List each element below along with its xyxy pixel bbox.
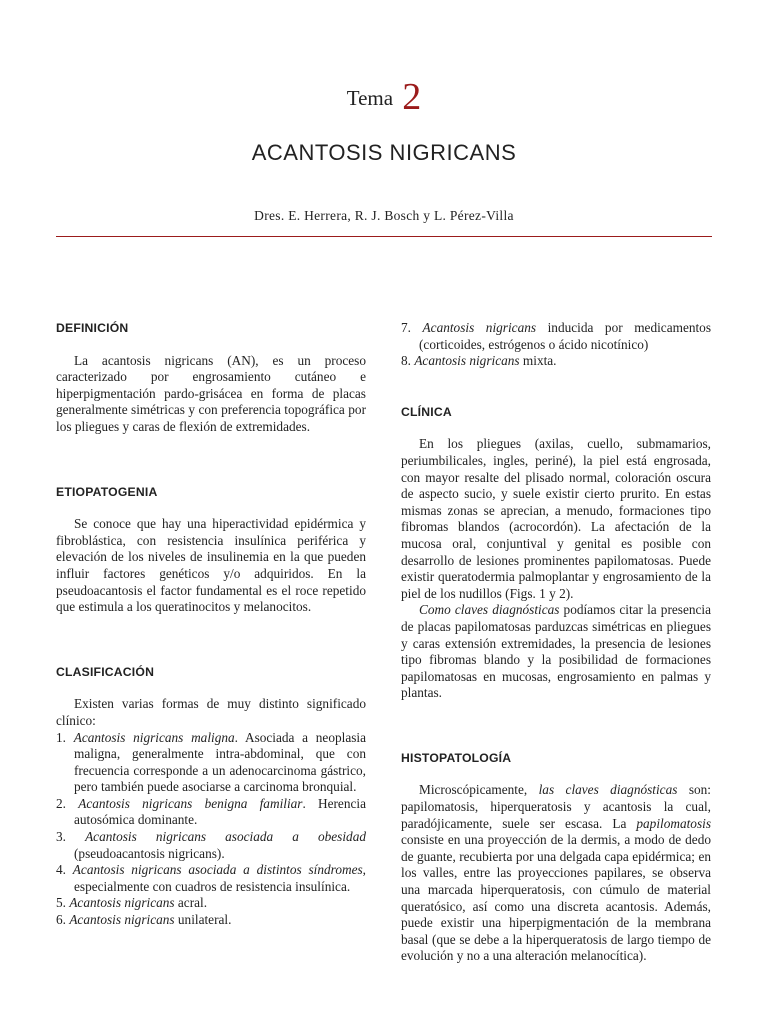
chapter-title: ACANTOSIS NIGRICANS (251, 140, 517, 165)
header-rule (56, 236, 712, 237)
section-heading-clasificacion: CLASIFICACIÓN (56, 664, 155, 679)
list-item: 8. Acantosis nigricans mixta. (401, 353, 557, 369)
right-column (401, 320, 711, 965)
clasificacion-intro: Existen varias formas de muy distinto significado clínico: (56, 696, 366, 728)
list-item: 3. Acantosis nigricans asociada a obesidad (pseudoacantosis nigricans). (56, 829, 366, 861)
section-heading-etiopatogenia: ETIOPATOGENIA (56, 484, 158, 499)
list-item: 4. Acantosis nigricans asociada a distintos síndromes, especialmente con cuadros de resistencia insulínica. (56, 862, 366, 894)
clasificacion-list (56, 730, 366, 929)
list-item: 7. Acantosis nigricans inducida por medicamentos (corticoides, estrógenos o ácido nicotínico) (401, 320, 712, 352)
list-item: 2. Acantosis nigricans benigna familiar. Herencia autosómica dominante. (56, 795, 366, 828)
histopatologia-paragraph: Microscópicamente, las claves diagnósticas son: papilomatosis, hiperqueratosis y acantosis la cual, paradójicamente, suele ser escasa. La papilomatosis consiste en una proyección de la dermis, a modo de dedo de guante, recubierta por una delgada capa epidérmica; en los valles, entre las proyecciones papilares, se observa una marcada hiperqueratosis, con cúmulo de material queratósico, así como una discreta acantosis. Además, puede existir una hiperpigmentación de la membrana basal (que se debe a la hiperqueratosis de largo tiempo de evolución y no a una alteración melanocítica). (401, 782, 711, 964)
definicion-paragraph: La acantosis nigricans (AN), es un proceso caracterizado por engrosamiento cutáneo e hiperpigmentación pardo-grisácea en forma de placas generalmente simétricas y con preferencia topográfica por los pliegues y caras de flexión de extremidades. (56, 352, 366, 434)
authors-line: Dres. E. Herrera, R. J. Bosch y L. Pérez-Villa (254, 208, 514, 223)
clasificacion-list-continued (401, 320, 711, 370)
left-column (56, 320, 366, 929)
section-heading-definicion: DEFINICIÓN (56, 321, 129, 335)
section-heading-clinica: CLÍNICA (401, 404, 452, 419)
list-item: 1. Acantosis nigricans maligna. Asociada a neoplasia maligna, generalmente intra-abdominal, que con frecuencia corresponde a un adenocarcinoma gástrico, pero también puede asociarse a carcinoma bronquial. (56, 729, 366, 795)
section-heading-histopatologia: HISTOPATOLOGÍA (401, 750, 512, 765)
list-item: 6. Acantosis nigricans unilateral. (56, 912, 232, 928)
chapter-word: Tema (346, 86, 394, 110)
etiopatogenia-paragraph: Se conoce que hay una hiperactividad epidérmica y fibroblástica, con resistencia insulínica periférica y elevación de los niveles de insulinemia en la que pueden influir factores genéticos y/o adquiridos. En la pseudoacantosis el factor fundamental es el roce repetido que estimula a los queratinocitos y melanocitos. (56, 516, 366, 615)
clinica-paragraph-2: Como claves diagnósticas podíamos citar la presencia de placas papilomatosas parduzcas simétricas en pliegues y caras extensión extremidades, la presencia de lesiones tipo fibromas blando y la posibilidad de formaciones papilomatosas en mucosas, engrosamiento en palmas y plantas. (401, 602, 711, 701)
clinica-paragraph-1: En los pliegues (axilas, cuello, submamarios, periumbilicales, ingles, periné), la piel está engrosada, con mayor resalte del plisado normal, coloración oscura de aspecto sucio, y suele existir cierto prurito. En estas mismas zonas se aprecian, a menudo, formaciones tipo fibromas blandos (acrocordón). La afectación de la mucosa oral, conjuntival y genital es posible con desarrollo de lesiones prominentes papilomatosas. Puede existir queratodermia palmoplantar y engrosamiento de la piel de los nudillos (Figs. 1 y 2). (401, 436, 711, 601)
chapter-label (0, 75, 768, 119)
chapter-number: 2 (402, 76, 422, 118)
list-item: 5. Acantosis nigricans acral. (56, 895, 208, 911)
